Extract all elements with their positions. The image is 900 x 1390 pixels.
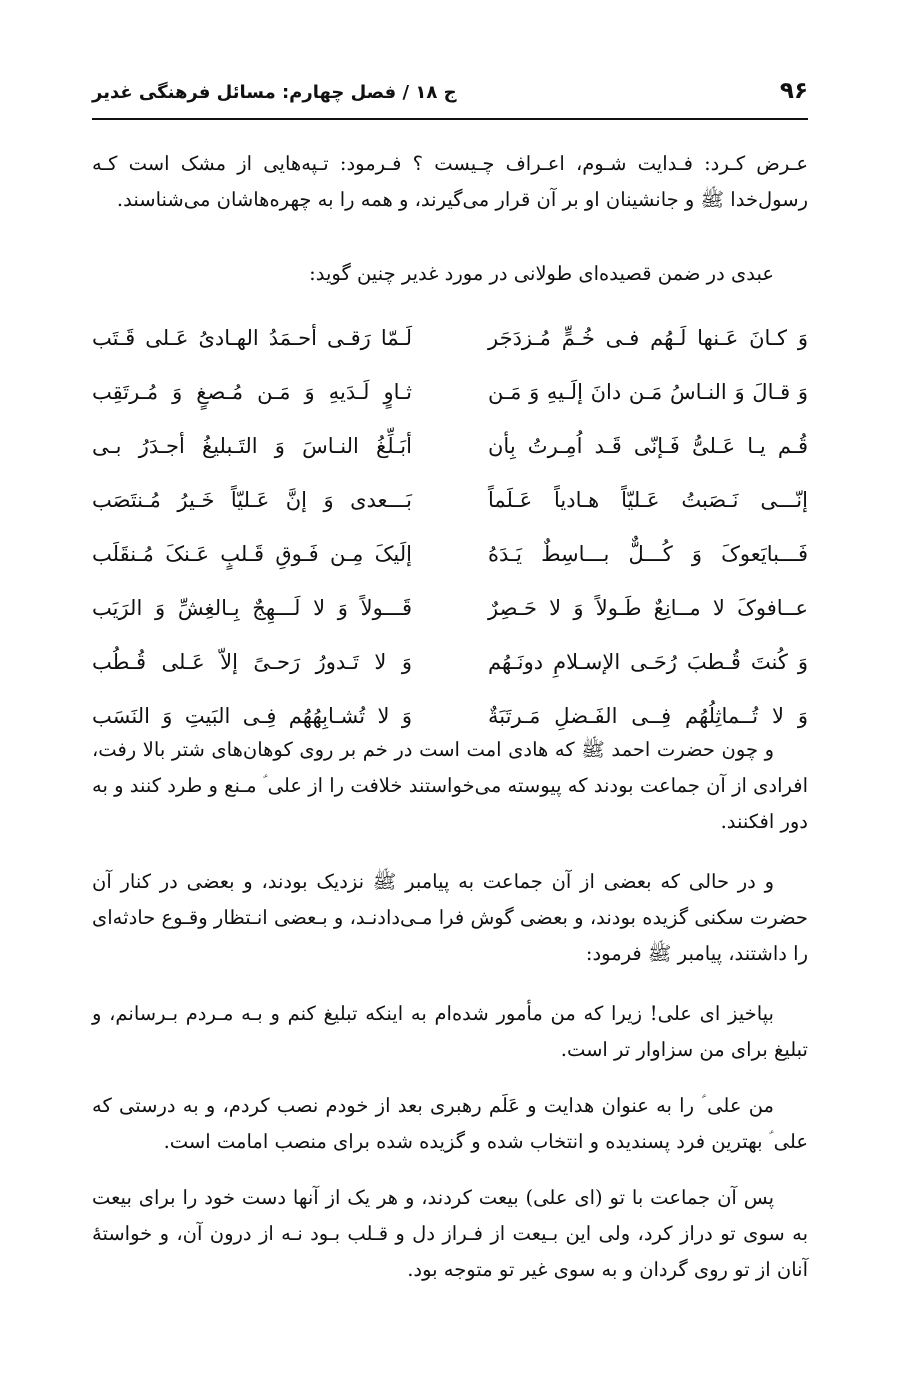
poem-verse [92, 480, 808, 534]
body-paragraph-5: پس آن جماعت با تو (ای علی) بیعت کردند، و هر یک از آنها دست خود را برای بیعت به سوی تو دراز کرد، ولی این بـیعت از فـراز دل و قـلب بـود نـه از درون آن، و خواستهٔ آنان از تو روی گردان و به سوی غیر تو متوجه بود. [92, 1186, 808, 1281]
poem-introduction: عبدی در ضمن قصیده‌ای طولانی در مورد غدیر چنین گوید: [309, 262, 774, 285]
page-header [92, 74, 808, 120]
page-number: ۹۶ [779, 78, 808, 104]
hemistich-first: وَ لا تُــماثِلُهُم فِــی الفَـضلِ مَـرتَبَةٌ [488, 704, 808, 728]
hemistich-first: قُـم یـا عَـلیُّ فَـإنّی قَـد اُمِـرتُ بِأن [488, 434, 808, 458]
hemistich-second: بَـــعدی وَ إنَّ عَـلیّاً خَـیرُ مُـنتَصَب [92, 488, 412, 512]
hemistich-second: إلَیکَ مِـن فَـوقِ قَـلبٍ عَـنکَ مُـنقَلَب [92, 542, 412, 566]
hemistich-first: فَـــبایَعوکَ وَ کُـــلٌّ بـــاسِطٌ یَـدَهُ [488, 542, 808, 566]
hemistich-second: ثـاوٍ لَـدَیهِ وَ مَـن مُـصغٍ وَ مُـرتَقِب [92, 380, 412, 404]
body-paragraph-3: بپاخیز ای علی! زیرا که من مأمور شده‌ام به اینکه تبلیغ کنم و بـه مـردم بـرسانم، و تبلیغ برای من سزاوار تر است. [92, 1002, 808, 1061]
hemistich-first: وَ کـانَ عَـنها لَـهُم فـی خُـمٍّ مُـزدَجَر [488, 326, 808, 350]
hemistich-second: وَ لا تَـدورُ رَحـیً إلاّ عَـلی قُـطُب [92, 650, 412, 674]
poem-verse [92, 426, 808, 480]
hemistich-second: وَ لا تُشـابِهُهُم فِـی البَیتِ وَ النَسَب [92, 704, 412, 728]
poem-verse [92, 642, 808, 696]
body-paragraph-4: من علی ؑ را به عنوان هدایت و عَلَم رهبری بعد از خودم نصب کردم، و به درستی که علی ؑ بهترین فرد پسندیده و انتخاب شده و گزیده شده برای منصب امامت است. [92, 1094, 808, 1153]
hemistich-first: وَ کُنتَ قُـطبَ رُحَـی الإسـلامِ دونَـهُم [488, 650, 808, 674]
poem-verse [92, 318, 808, 372]
hemistich-first: وَ قـالَ وَ النـاسُ مَـن دانَ إلَـیهِ وَ مَـن [488, 380, 808, 404]
poem [92, 318, 808, 750]
running-title: ج ۱۸ / فصل چهارم: مسائل فرهنگی غدیر [92, 82, 457, 103]
hemistich-first: إنّـــی نَـصَبتُ عَـلیّاً هـادیاً عَـلَماً [488, 488, 808, 512]
body-paragraph-1: و چون حضرت احمد ﷺ که هادی امت است در خم بر روی کوهان‌های شتر بالا رفت، افرادی از آن جماعت بودند که پیوسته می‌خواستند خلافت را از علی ؑ مـنع و طرد کنند و به دور افکنند. [92, 738, 808, 833]
intro-paragraph: عـرض کـرد: فـدایت شـوم، اعـراف چـیست ؟ فـرمود: تـپه‌هایی از مشک است کـه رسول‌خدا ﷺ و جانشینان او بر آن قرار می‌گیرند، و همه را به چهره‌هاشان می‌شناسند. [92, 152, 808, 211]
hemistich-second: قَـــولاً وَ لا لَـــهِجٌ بِـالغِشِّ وَ الرَیَب [92, 596, 412, 620]
poem-verse [92, 588, 808, 642]
poem-verse [92, 534, 808, 588]
hemistich-first: عــافوکَ لا مــانِعٌ طَـولاً وَ لا حَـصِرٌ [488, 596, 808, 620]
poem-verse [92, 372, 808, 426]
body-paragraph-2: و در حالی که بعضی از آن جماعت به پیامبر ﷺ نزدیک بودند، و بعضی در کنار آن حضرت سکنی گزیده بودند، و بعضی گوش فرا مـی‌دادنـد، و بـعضی انـتظار وقـوع حادثه‌ای را داشتند، پیامبر ﷺ فرمود: [92, 870, 808, 965]
hemistich-second: لَـمّا رَقـی أحـمَدُ الهـادیُ عَـلی قَـتَب [92, 326, 412, 350]
hemistich-second: أبَـلِّغُ النـاسَ وَ التَـبلیغُ أجـدَرُ بـی [92, 434, 412, 458]
